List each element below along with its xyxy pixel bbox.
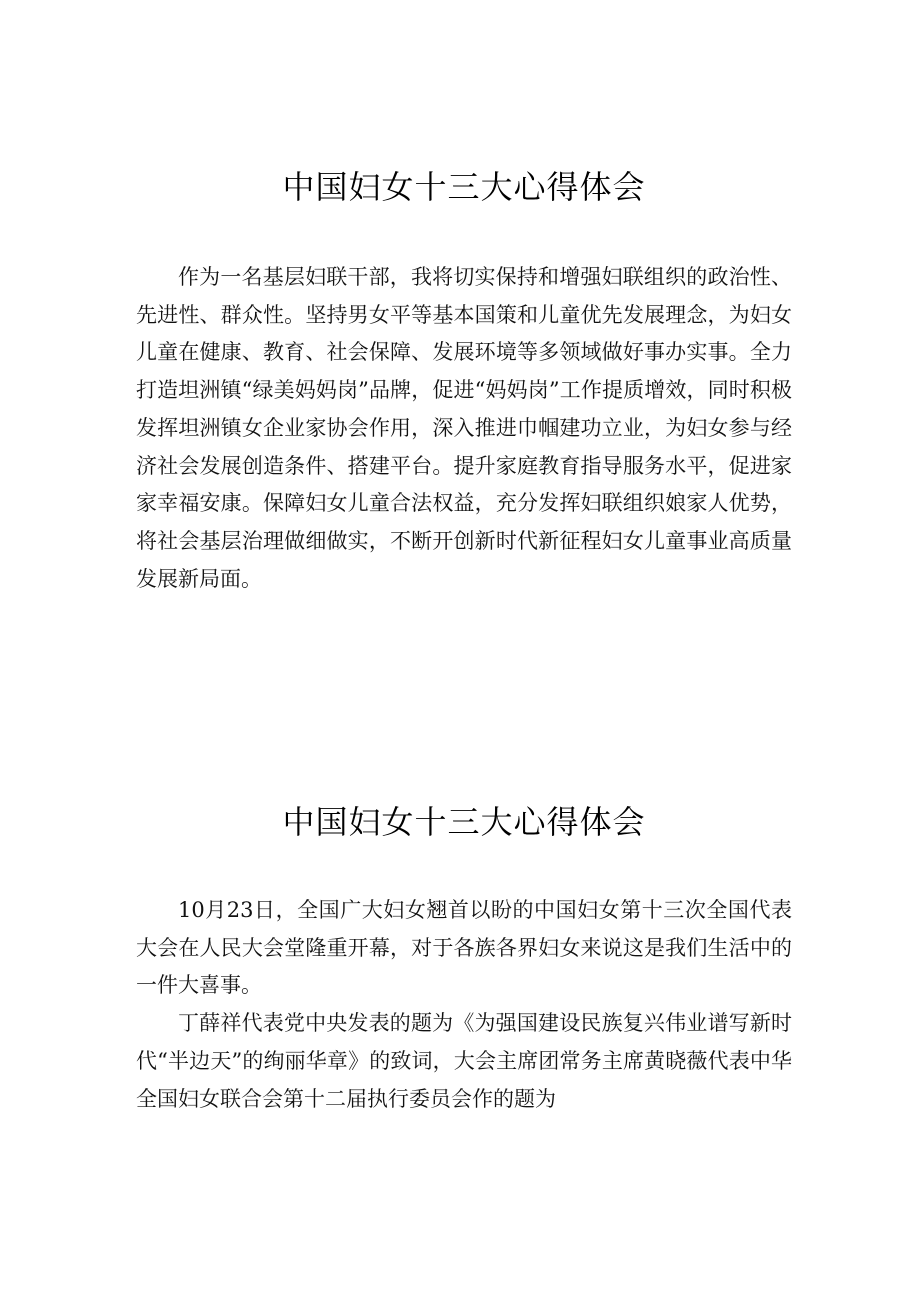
article-section-2 <box>136 797 792 1118</box>
article-title: 中国妇女十三大心得体会 <box>282 803 646 841</box>
body-paragraph: 作为一名基层妇联干部，我将切实保持和增强妇联组织的政治性、先进性、群众性。坚持男女平等基本国策和儿童优先发展理念，为妇女儿童在健康、教育、社会保障、发展环境等多领域做好事办实事。全力打造坦洲镇“绿美妈妈岗”品牌，促进“妈妈岗”工作提质增效，同时积极发挥坦洲镇女企业家协会作用，深入推进巾帼建功立业，为妇女参与经济社会发展创造条件、搭建平台。提升家庭教育指导服务水平，促进家家幸福安康。保障妇女儿童合法权益，充分发挥妇联组织娘家人优势，将社会基层治理做细做实，不断开创新时代新征程妇女儿童事业高质量发展新局面。 <box>136 265 792 591</box>
article-section-1 <box>136 162 792 598</box>
article-title: 中国妇女十三大心得体会 <box>282 168 646 206</box>
body-paragraph: 丁薛祥代表党中央发表的题为《为强国建设民族复兴伟业谱写新时代“半边天”的绚丽华章》的致词，大会主席团常务主席黄晓薇代表中华全国妇女联合会第十二届执行委员会作的题为 <box>136 1011 792 1111</box>
body-paragraph: 10月23日，全国广大妇女翘首以盼的中国妇女第十三次全国代表大会在人民大会堂隆重开幕，对于各族各界妇女来说这是我们生活中的一件大喜事。 <box>136 898 792 998</box>
